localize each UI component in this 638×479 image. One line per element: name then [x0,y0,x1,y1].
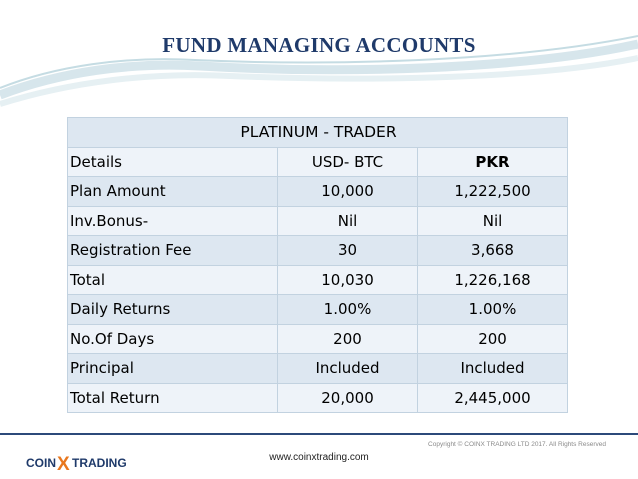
row-label: Total [68,265,278,295]
pkr-value: 1.00% [418,295,568,325]
logo-coin-text: COIN [26,456,56,470]
row-label: No.Of Days [68,324,278,354]
usd-btc-value: 200 [278,324,418,354]
copyright-notice: Copyright © COINX TRADING LTD 2017. All Rights Reserved [428,441,606,448]
table-header-row [68,147,568,177]
fund-table [67,117,568,413]
row-label: Total Return [68,383,278,413]
table-row [68,295,568,325]
table-row [68,206,568,236]
usd-btc-value: 30 [278,236,418,266]
table-row [68,383,568,413]
table-row [68,324,568,354]
usd-btc-value: 10,000 [278,177,418,207]
table-row [68,177,568,207]
pkr-value: 200 [418,324,568,354]
logo-x-mark: X [57,454,70,473]
row-label: Plan Amount [68,177,278,207]
table-row [68,265,568,295]
usd-btc-value: 20,000 [278,383,418,413]
row-label: Daily Returns [68,295,278,325]
table-row [68,236,568,266]
column-header-details: Details [68,147,278,177]
usd-btc-value: 1.00% [278,295,418,325]
column-header-pkr: PKR [418,147,568,177]
column-header-usd-btc: USD- BTC [278,147,418,177]
usd-btc-value: Nil [278,206,418,236]
table-row [68,354,568,384]
table-heading: PLATINUM - TRADER [68,118,568,148]
page-title: FUND MANAGING ACCOUNTS [162,33,476,57]
usd-btc-value: 10,030 [278,265,418,295]
row-label: Registration Fee [68,236,278,266]
website-url[interactable]: www.coinxtrading.com [269,452,369,463]
row-label: Principal [68,354,278,384]
logo-trading-text: TRADING [72,456,127,470]
pkr-value: 1,222,500 [418,177,568,207]
row-label: Inv.Bonus- [68,206,278,236]
pkr-value: 1,226,168 [418,265,568,295]
pkr-value: 3,668 [418,236,568,266]
table-heading-row [68,118,568,148]
pkr-value: 2,445,000 [418,383,568,413]
usd-btc-value: Included [278,354,418,384]
pkr-value: Included [418,354,568,384]
footer-divider [0,433,638,435]
pkr-value: Nil [418,206,568,236]
